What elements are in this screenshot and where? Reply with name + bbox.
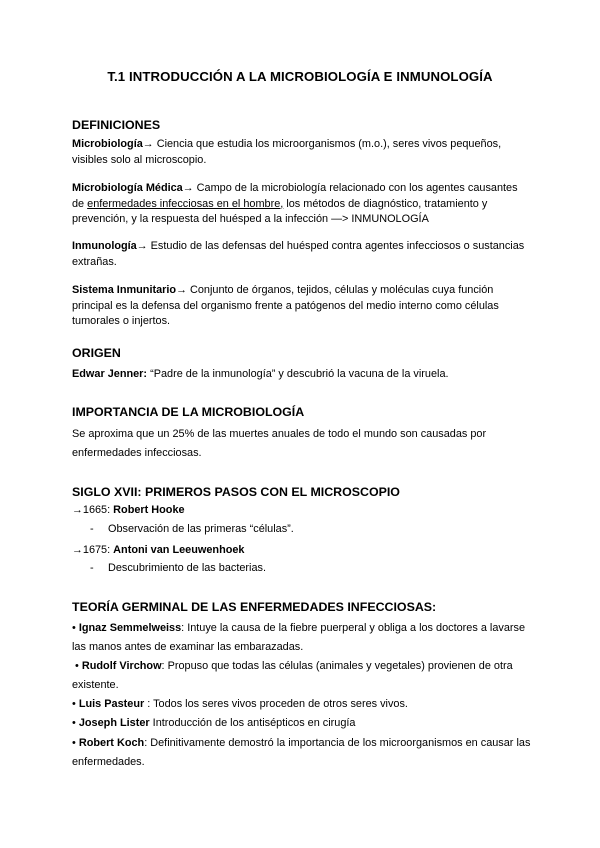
def-inmunologia bbox=[72, 239, 532, 270]
term-microbiologia-medica: Microbiología Médica bbox=[72, 182, 183, 194]
siglo-item-hooke bbox=[72, 503, 532, 519]
def-microbiologia-medica bbox=[72, 181, 532, 228]
bullet: • bbox=[72, 698, 79, 710]
heading-importancia: IMPORTANCIA DE LA MICROBIOLOGÍA bbox=[72, 405, 305, 419]
teoria-item-name: Rudolf Virchow bbox=[81, 660, 162, 672]
siglo-item-prefix: →1665: bbox=[72, 504, 114, 516]
siglo-item-dash: - bbox=[90, 523, 94, 535]
def-medica-text-a: → Campo de la microbiología relacionado con los agentes causantes de bbox=[72, 182, 518, 210]
teoria-item-text: : Definitivamente demostró la importancia de los microorganismos en causar las enfermedades. bbox=[72, 737, 531, 768]
siglo-item-leeuwenhoek bbox=[72, 543, 532, 559]
siglo-item-name: Antoni van Leeuwenhoek bbox=[113, 544, 245, 556]
def-microbiologia-text: → Ciencia que estudia los microorganismos (m.o.), seres vivos pequeños, visibles solo al microscopio. bbox=[72, 138, 502, 166]
siglo-item-name: Robert Hooke bbox=[113, 504, 185, 516]
siglo-item-detail: Descubrimiento de las bacterias. bbox=[108, 562, 266, 574]
heading-teoria-germinal: TEORÍA GERMINAL DE LAS ENFERMEDADES INFECCIOSAS: bbox=[72, 600, 437, 614]
teoria-item-semmelweiss bbox=[72, 619, 532, 657]
siglo-item-detail: Observación de las primeras “células”. bbox=[108, 523, 294, 535]
def-sistema-inmunitario bbox=[72, 283, 532, 330]
bullet: • bbox=[72, 717, 79, 729]
heading-siglo-xvii: SIGLO XVII: PRIMEROS PASOS CON EL MICROSCOPIO bbox=[72, 485, 400, 499]
siglo-item-dash: - bbox=[90, 562, 94, 574]
teoria-item-koch bbox=[72, 734, 532, 772]
teoria-item-name: Robert Koch bbox=[78, 737, 145, 749]
teoria-item-text: : Todos los seres vivos proceden de otros seres vivos. bbox=[144, 698, 408, 710]
term-microbiologia: Microbiología bbox=[72, 138, 143, 150]
page-title: T.1 INTRODUCCIÓN A LA MICROBIOLOGÍA E INMUNOLOGÍA bbox=[107, 69, 493, 84]
teoria-item-text: Introducción de los antisépticos en cirugía bbox=[149, 717, 356, 729]
bullet: • bbox=[72, 737, 79, 749]
importancia-text: Se aproxima que un 25% de las muertes anuales de todo el mundo son causadas por enfermedades infecciosas. bbox=[72, 428, 487, 459]
heading-origen: ORIGEN bbox=[72, 346, 121, 360]
def-sistema-text: → Conjunto de órganos, tejidos, células y moléculas cuya función principal es la defensa del organismo frente a patógenos del medio interno como células tumorales o injertos. bbox=[72, 284, 499, 327]
teoria-item-text: : Propuso que todas las células (animales y vegetales) provienen de otra existente. bbox=[72, 660, 513, 691]
teoria-item-name: Ignaz Semmelweiss bbox=[78, 622, 182, 634]
bullet: • bbox=[72, 622, 79, 634]
siglo-item-prefix: →1675: bbox=[72, 544, 114, 556]
teoria-item-lister bbox=[72, 714, 532, 733]
def-inmunologia-text: → Estudio de las defensas del huésped contra agentes infecciosos o sustancias extrañas. bbox=[72, 240, 525, 268]
origen-desc: “Padre de la inmunología” y descubrió la vacuna de la viruela. bbox=[147, 368, 449, 380]
term-sistema-inmunitario: Sistema Inmunitario bbox=[72, 284, 177, 296]
teoria-item-name: Luis Pasteur bbox=[78, 698, 145, 710]
def-medica-text-b: los métodos de diagnóstico, tratamiento y prevención, y la respuesta del huésped a la infección —> INMUNOLOGÍA bbox=[72, 197, 488, 225]
bullet: • bbox=[72, 660, 82, 672]
term-inmunologia: Inmunología bbox=[72, 240, 137, 252]
def-microbiologia bbox=[72, 137, 532, 168]
origen-name: Edwar Jenner: bbox=[72, 368, 148, 380]
heading-definiciones: DEFINICIONES bbox=[72, 118, 161, 132]
def-medica-underlined: enfermedades infecciosas en el hombre, bbox=[87, 197, 284, 210]
teoria-item-text: : Intuye la causa de la fiebre puerperal y obliga a los doctores a lavarse las manos antes de examinar las embarazadas. bbox=[72, 622, 526, 653]
teoria-item-name: Joseph Lister bbox=[78, 717, 150, 729]
teoria-item-virchow bbox=[72, 657, 532, 695]
teoria-item-pasteur bbox=[72, 695, 532, 714]
origen-text bbox=[72, 367, 532, 383]
